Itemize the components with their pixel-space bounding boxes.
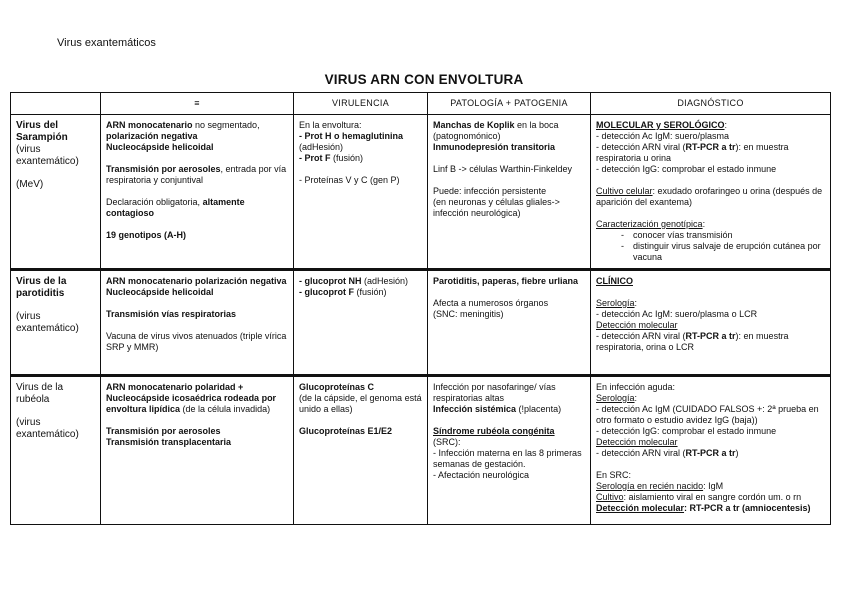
text: polarización negativa <box>106 131 198 141</box>
text: En SRC: <box>596 470 632 480</box>
text: Detección molecular <box>596 437 678 447</box>
text: Glucoproteínas E1/E2 <box>299 426 393 436</box>
pathology-cell <box>428 270 591 376</box>
text: - Infección materna en las 8 primeras semanas de gestación. <box>433 448 582 469</box>
header-pathology: PATOLOGÍA + PATOGENIA <box>428 93 591 115</box>
pathology-cell <box>428 115 591 270</box>
header-virulence: VIRULENCIA <box>294 93 428 115</box>
text: Linf B -> células Warthin-Finkeldey <box>433 164 572 174</box>
sub-list <box>596 230 825 263</box>
characteristics-cell <box>101 376 294 525</box>
text: Nucleocápside helicoidal <box>106 142 214 152</box>
virus-name: Sarampión <box>16 132 68 143</box>
diagnosis-cell <box>591 376 831 525</box>
text: Glucoproteínas C <box>299 382 375 392</box>
virus-cell <box>11 270 101 376</box>
text: ARN monocatenario polarización negativa <box>106 276 287 286</box>
header-diagnosis: DIAGNÓSTICO <box>591 93 831 115</box>
text: En infección aguda: <box>596 382 676 392</box>
diagnosis-cell <box>591 270 831 376</box>
text: (de la cápside, el genoma está unido a ellas) <box>299 393 422 414</box>
text: Transmisión vías respiratorias <box>106 309 237 319</box>
text: - detección IgG: comprobar el estado inmune <box>596 164 777 174</box>
text: ): en muestra respiratoria, orina o LCR <box>596 331 789 352</box>
characteristics-cell <box>101 270 294 376</box>
table-title: VIRUS ARN CON ENVOLTURA <box>324 72 524 87</box>
virulence-cell <box>294 376 428 525</box>
text: Caracterización genotípica <box>596 219 703 229</box>
text: - detección ARN viral ( <box>596 331 686 341</box>
virus-qualifier: (virus <box>16 417 41 428</box>
text: - Prot H o hemaglutinina <box>299 131 404 141</box>
text: - Prot F <box>299 153 331 163</box>
virulence-cell <box>294 270 428 376</box>
text: CLÍNICO <box>596 276 633 286</box>
text: RT-PCR a tr <box>685 448 736 458</box>
text: Detección molecular <box>596 320 678 330</box>
text: 19 genotipos (A-H) <box>106 230 186 240</box>
text: RT-PCR a tr <box>685 331 736 341</box>
header-row <box>11 93 831 115</box>
text: (SRC): <box>433 437 461 447</box>
text: Infección sistémica <box>433 404 517 414</box>
virus-cell <box>11 115 101 270</box>
text: Manchas de Koplik <box>433 120 515 130</box>
text: Afecta a numerosos órganos <box>433 298 549 308</box>
text: (de la célula invadida) <box>180 404 271 414</box>
text: En la envoltura: <box>299 120 362 130</box>
text: Declaración obligatoria, <box>106 197 203 207</box>
text: Detección molecular <box>596 503 685 513</box>
virulence-cell <box>294 115 428 270</box>
text: : aislamiento viral en sangre cordón um. o rn <box>623 492 802 502</box>
text: - detección Ac IgM: suero/plasma <box>596 131 730 141</box>
text: : <box>634 393 638 403</box>
text: : exudado orofaringeo u orina (después de aparición del exantema) <box>596 186 823 207</box>
text: Transmisión transplacentaria <box>106 437 232 447</box>
text: - glucoprot NH <box>299 276 362 286</box>
text: Nucleocápside icosaédrica rodeada por envoltura lipídica <box>106 393 277 414</box>
text: ARN monocatenario <box>106 120 193 130</box>
text: : <box>702 219 706 229</box>
text: - Proteínas V y C (gen P) <box>299 175 400 185</box>
text: Inmunodepresión transitoria <box>433 142 556 152</box>
virus-table <box>10 92 831 525</box>
text: (en neuronas y células gliales-> infección neurológica) <box>433 197 560 218</box>
text: : IgM <box>703 481 724 491</box>
text: , entrada por vía respiratoria y conjuntival <box>106 164 287 185</box>
table-row-mumps <box>11 270 831 376</box>
text: Serología en recién nacido <box>596 481 704 491</box>
text: - detección ARN viral ( <box>596 448 686 458</box>
virus-qualifier: exantemático) <box>16 156 79 167</box>
text: (!placenta) <box>516 404 562 414</box>
virus-name: Virus del <box>16 120 59 131</box>
virus-qualifier: (virus <box>16 144 41 155</box>
text: Vacuna de virus vivos atenuados (triple vírica SRP y MMR) <box>106 331 287 352</box>
text: (patognomónico) <box>433 131 501 141</box>
text: en la boca <box>514 120 559 130</box>
text: Cultivo <box>596 492 624 502</box>
text: Parotiditis, paperas, fiebre urliana <box>433 276 579 286</box>
text: Nucleocápside helicoidal <box>106 287 214 297</box>
text: RT-PCR a tr <box>685 142 736 152</box>
list-item: - conocer vías transmisión <box>633 230 825 241</box>
virus-qualifier: (virus <box>16 311 41 322</box>
text: (adHesión) <box>361 276 409 286</box>
text: - detección Ac IgM: suero/plasma o LCR <box>596 309 758 319</box>
text: - Afectación neurológica <box>433 470 530 480</box>
header-characteristics: ≡ <box>101 93 294 115</box>
virus-cell <box>11 376 101 525</box>
table-row-rubella <box>11 376 831 525</box>
text: (fusión) <box>354 287 387 297</box>
characteristics-cell <box>101 115 294 270</box>
text: Serología <box>596 393 635 403</box>
text: altamente contagioso <box>106 197 245 218</box>
text: : RT-PCR a tr (amniocentesis) <box>684 503 811 513</box>
text: - detección IgG: comprobar el estado inmune <box>596 426 777 436</box>
text: MOLECULAR y SEROLÓGICO <box>596 120 725 130</box>
text: Síndrome rubéola congénita <box>433 426 555 436</box>
text: : <box>634 298 638 308</box>
text: Transmisión por aerosoles <box>106 164 221 174</box>
text: Serología <box>596 298 635 308</box>
virus-name: rubéola <box>16 394 50 405</box>
table-row-measles <box>11 115 831 270</box>
virus-name: parotiditis <box>16 288 65 299</box>
text: ) <box>735 448 739 458</box>
list-item: - distinguir virus salvaje de erupción cutánea por vacuna <box>633 241 825 263</box>
virus-qualifier: exantemático) <box>16 323 79 334</box>
text: (adHesión) <box>299 142 344 152</box>
text: - glucoprot F <box>299 287 354 297</box>
diagnosis-cell <box>591 115 831 270</box>
virus-name: Virus de la <box>16 276 67 287</box>
text: Transmisión por aerosoles <box>106 426 221 436</box>
text: Cultivo celular <box>596 186 653 196</box>
text: no segmentado, <box>192 120 260 130</box>
text: - detección ARN viral ( <box>596 142 686 152</box>
virus-abbr: (MeV) <box>16 179 44 190</box>
text: (fusión) <box>330 153 364 163</box>
text: (SNC: meningitis) <box>433 309 504 319</box>
pathology-cell <box>428 376 591 525</box>
virus-name: Virus de la <box>16 382 64 393</box>
page-header: Virus exantemáticos <box>57 37 156 49</box>
text: ): en muestra respiratoria u orina <box>596 142 789 163</box>
text: - detección Ac IgM (CUIDADO FALSOS +: 2ª prueba en otro formato o estudio avidez IgG (baja)) <box>596 404 819 425</box>
text: : <box>724 120 728 130</box>
header-virus <box>11 93 101 115</box>
text: ARN monocatenario polaridad + <box>106 382 244 392</box>
text: Puede: infección persistente <box>433 186 547 196</box>
virus-qualifier: exantemático) <box>16 429 79 440</box>
text: Infección por nasofaringe/ vías respiratorias altas <box>433 382 556 403</box>
